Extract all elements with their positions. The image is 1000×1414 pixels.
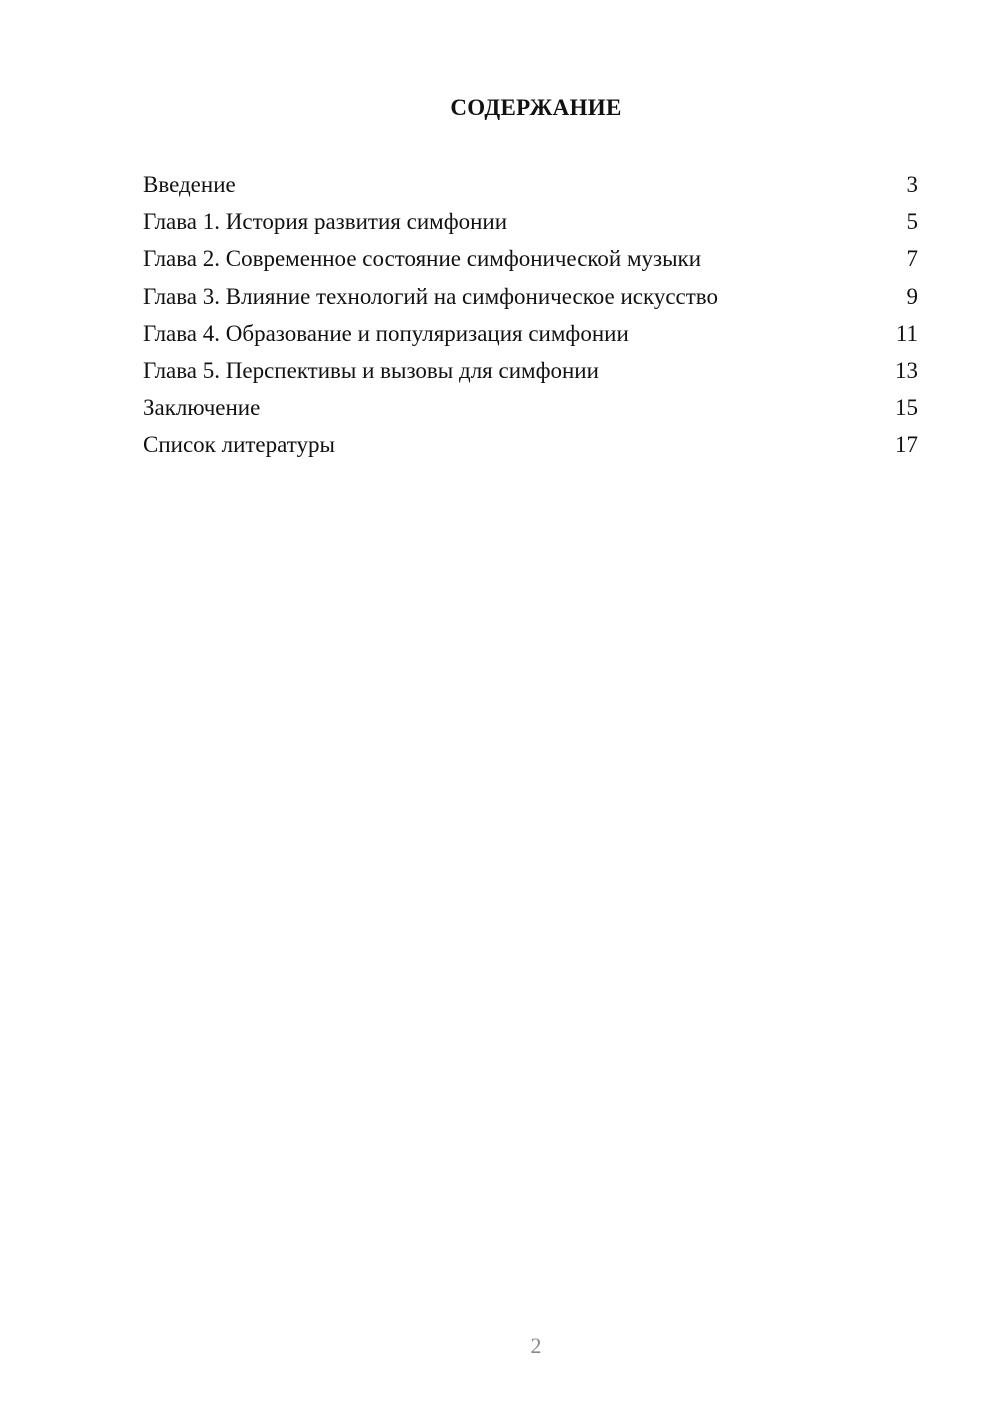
- toc-item-page: 5: [906, 209, 918, 235]
- toc-item-label: Глава 3. Влияние технологий на симфоническое искусство: [143, 283, 718, 309]
- toc-item-conclusion: [143, 393, 918, 430]
- toc-item-label: Введение: [143, 172, 236, 197]
- toc-item-chapter-5: [143, 356, 918, 393]
- toc-item-label: Глава 5. Перспективы и вызовы для симфонии: [143, 357, 599, 383]
- toc-item-page: 7: [906, 246, 918, 272]
- toc-item-chapter-1: [143, 207, 918, 244]
- toc-item-label: Глава 4. Образование и популяризация симфонии: [143, 320, 629, 346]
- toc-item-page: 13: [895, 357, 918, 383]
- toc-item-page: 9: [906, 283, 918, 309]
- toc-item-page: 17: [895, 432, 918, 458]
- toc-item-label: Глава 2. Современное состояние симфонической музыки: [143, 246, 702, 272]
- toc-item-references: [143, 430, 918, 467]
- toc-item-label: Заключение: [143, 395, 261, 421]
- toc-item-chapter-3: [143, 282, 918, 319]
- table-of-contents: [143, 170, 918, 468]
- toc-item-chapter-4: [143, 319, 918, 356]
- page-title: СОДЕРЖАНИЕ: [450, 95, 622, 120]
- toc-item-label: Список литературы: [143, 432, 335, 458]
- toc-item-page: 3: [906, 172, 918, 197]
- toc-item-page: 11: [895, 320, 918, 346]
- toc-item-label: Глава 1. История развития симфонии: [143, 209, 508, 235]
- toc-item-introduction: [143, 170, 918, 207]
- page-number: 2: [530, 1333, 542, 1358]
- toc-item-chapter-2: [143, 244, 918, 281]
- toc-item-page: 15: [895, 395, 918, 421]
